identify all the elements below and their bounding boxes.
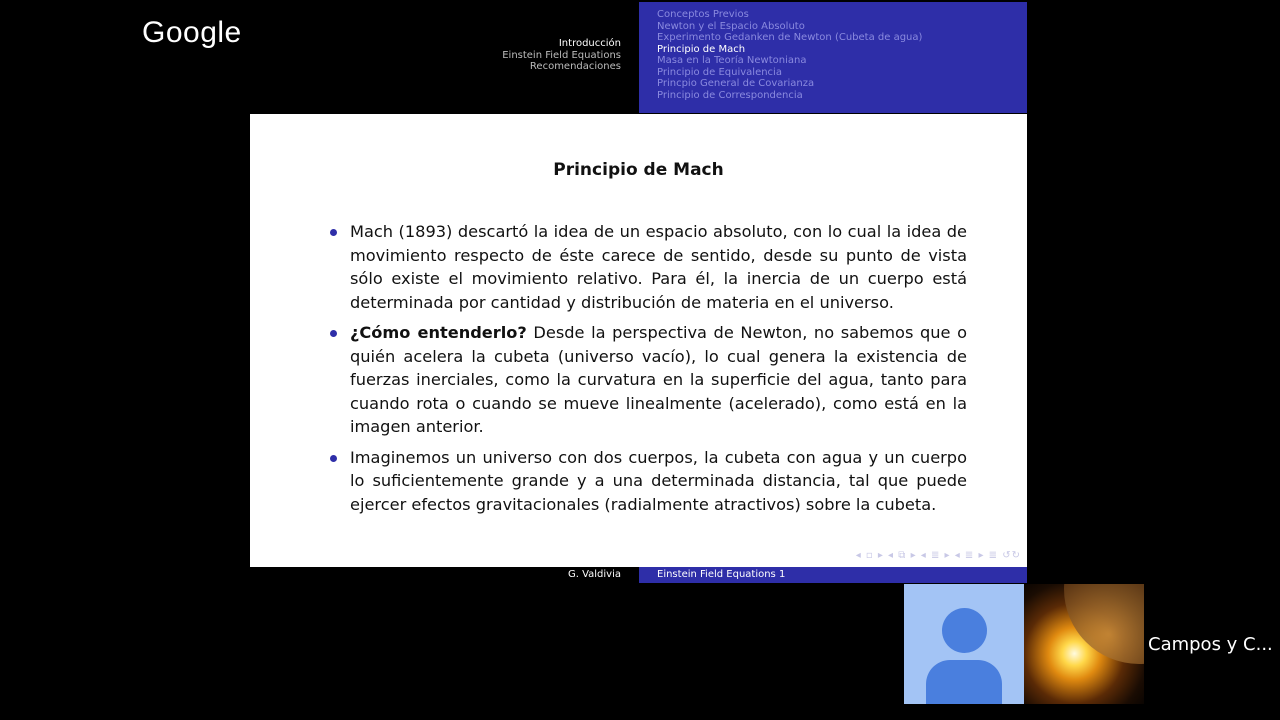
participant-name: Campos y C... (1148, 634, 1273, 655)
bullet-list (330, 220, 967, 523)
section-item[interactable]: Introducción (558, 38, 621, 49)
subsection-item[interactable]: Masa en la Teoría Newtoniana (657, 55, 807, 66)
footer-title: Einstein Field Equations 1 (639, 567, 1027, 583)
participant-video-thumbnail[interactable] (1024, 584, 1144, 704)
section-item[interactable]: Einstein Field Equations (502, 49, 621, 61)
subsection-item[interactable]: Experimento Gedanken de Newton (Cubeta de agua) (657, 32, 923, 43)
subsection-navigation (639, 2, 1027, 113)
bullet-dot-icon (330, 229, 337, 236)
bullet-dot-icon (330, 455, 337, 462)
bullet-item (330, 446, 967, 517)
bullet-bold: ¿Cómo entenderlo? (350, 323, 527, 342)
subsection-item-active[interactable]: Principio de Mach (657, 43, 746, 55)
bullet-text: Imaginemos un universo con dos cuerpos, la cubeta con agua y un cuerpo lo suficientemente grande y a una determinada distancia, tal que puede ejercer efectos gravitacionales (radialmente atractivos) sobre la cubeta. (350, 447, 967, 514)
bullet-dot-icon (330, 330, 337, 337)
subsection-item[interactable]: Principio de Correspondencia (657, 89, 803, 101)
bullet-text: Mach (1893) descartó la idea de un espacio absoluto, con lo cual la idea de movimiento respecto de éste carece de sentido, desde su punto de vista sólo existe el movimiento relativo. Para él, la inercia de un cuerpo está determinada por cantidad y distribución de materia en el universo. (350, 222, 967, 312)
subsection-item[interactable]: Newton y el Espacio Absoluto (657, 20, 805, 32)
subsection-item[interactable]: Principio de Equivalencia (657, 66, 782, 78)
planet-image (1064, 584, 1144, 664)
person-silhouette-body (926, 660, 1002, 704)
bullet-text: Desde la perspectiva de Newton, no sabemos que o quién acelera la cubeta (universo vacío), lo cual genera la existencia de fuerzas inerciales, como la curvatura en la superficie del agua, tanto para cuando rota o cuando se mueve linealmente (acelerado), como está en la imagen anterior. (350, 323, 967, 436)
subsection-item[interactable]: Conceptos Previos (657, 9, 749, 20)
footer-author: G. Valdivia (567, 569, 621, 580)
google-logo: Google (142, 16, 242, 49)
section-navigation (502, 38, 621, 73)
bullet-item (330, 220, 967, 314)
participant-avatar[interactable] (904, 584, 1024, 704)
beamer-navigation-icons[interactable]: ◂ ▫ ▸ ◂ ⧉ ▸ ◂ ≣ ▸ ◂ ≣ ▸ ≣ ↺↻ (855, 550, 1021, 561)
slide-frame (250, 114, 1027, 567)
bullet-item (330, 321, 967, 439)
subsection-item[interactable]: Princpio General de Covarianza (657, 78, 815, 89)
person-silhouette-icon (942, 608, 987, 653)
slide-title: Principio de Mach (553, 160, 724, 180)
section-item[interactable]: Recomendaciones (529, 61, 621, 72)
